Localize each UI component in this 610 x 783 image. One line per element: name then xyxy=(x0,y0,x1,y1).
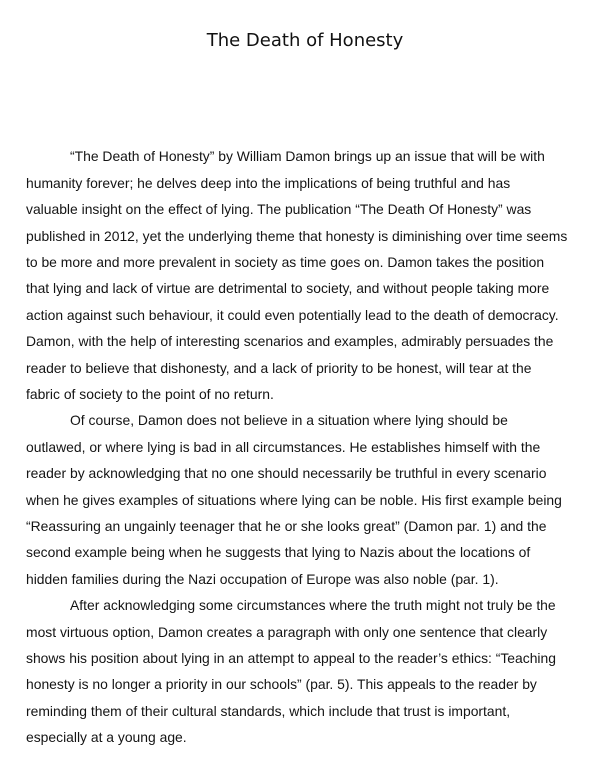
text-line: especially at a young age. xyxy=(26,729,187,745)
text-line: reader to believe that dishonesty, and a lack of priority to be honest, will tear at the xyxy=(26,360,532,376)
text-line: reader by acknowledging that no one should necessarily be truthful in every scenario xyxy=(26,465,547,481)
text-line: action against such behaviour, it could even potentially lead to the death of democracy. xyxy=(26,307,559,323)
text-line: honesty is no longer a priority in our schools” (par. 5). This appeals to the reader by xyxy=(26,676,537,692)
document-title: The Death of Honesty xyxy=(206,30,404,51)
text-line: hidden families during the Nazi occupation of Europe was also noble (par. 1). xyxy=(26,571,499,587)
text-line: published in 2012, yet the underlying theme that honesty is diminishing over time seems xyxy=(26,228,568,244)
text-line: outlawed, or where lying is bad in all circumstances. He establishes himself with the xyxy=(26,439,541,455)
text-line: humanity forever; he delves deep into the implications of being truthful and has xyxy=(26,175,511,191)
text-line: reminding them of their cultural standards, which include that trust is important, xyxy=(26,703,511,719)
text-line: “Reassuring an ungainly teenager that he or she looks great” (Damon par. 1) and the xyxy=(26,518,547,534)
text-line: fabric of society to the point of no return. xyxy=(26,386,274,402)
text-line: that lying and lack of virtue are detrimental to society, and without people taking more xyxy=(26,280,550,296)
text-line: when he gives examples of situations where lying can be noble. His first example being xyxy=(26,492,562,508)
text-line: “The Death of Honesty” by William Damon brings up an issue that will be with xyxy=(70,148,545,164)
text-line: to be more and more prevalent in society as time goes on. Damon takes the position xyxy=(26,254,545,270)
text-line: valuable insight on the effect of lying. The publication “The Death Of Honesty” was xyxy=(26,201,532,217)
text-line: shows his position about lying in an attempt to appeal to the reader’s ethics: “Teaching xyxy=(26,650,556,666)
text-line: second example being when he suggests that lying to Nazis about the locations of xyxy=(26,544,531,560)
text-line: After acknowledging some circumstances where the truth might not truly be the xyxy=(70,597,556,613)
text-line: Of course, Damon does not believe in a situation where lying should be xyxy=(70,412,508,428)
text-line: Damon, with the help of interesting scenarios and examples, admirably persuades the xyxy=(26,333,554,349)
text-line: most virtuous option, Damon creates a paragraph with only one sentence that clearly xyxy=(26,624,548,640)
